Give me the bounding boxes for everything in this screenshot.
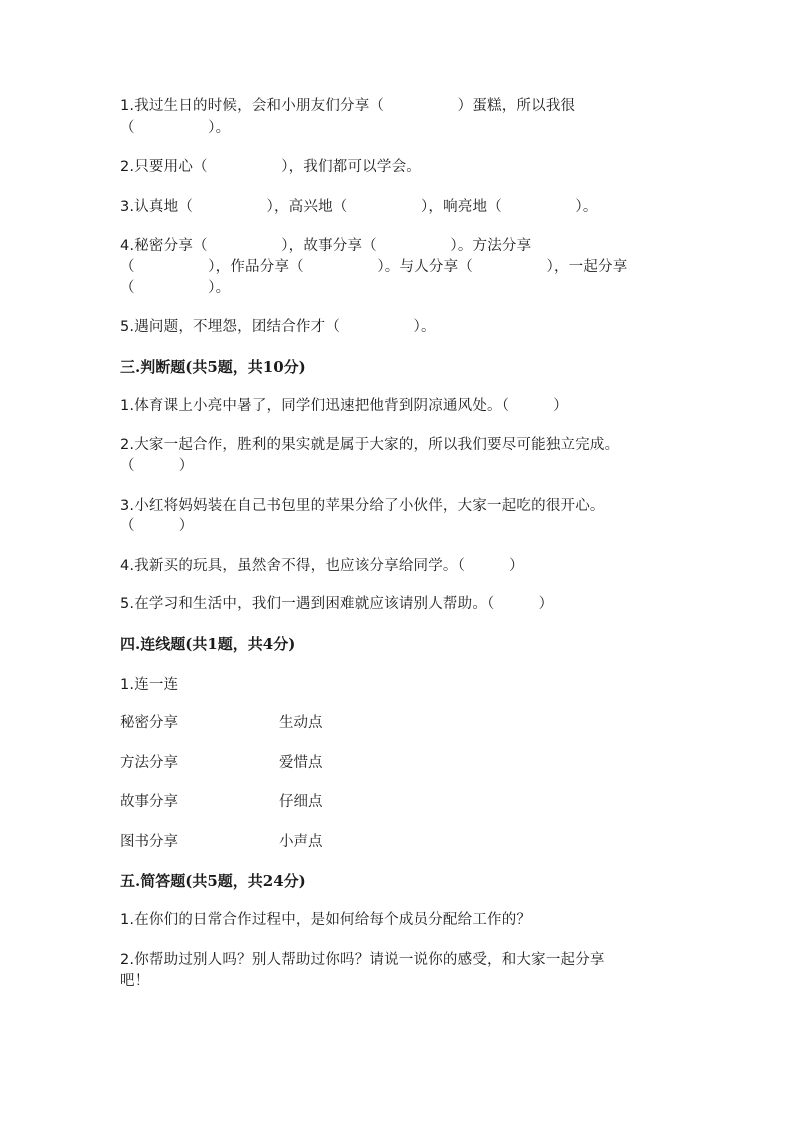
fill-q4-line3: （ ）。 xyxy=(120,280,231,296)
matching-left-item: 故事分享 xyxy=(120,794,178,810)
matching-left-item: 图书分享 xyxy=(120,834,178,850)
judge-q4: 4.我新买的玩具，虽然舍不得，也应该分享给同学。（ ） xyxy=(120,558,524,574)
judge-q2-line2: （ ） xyxy=(120,458,194,474)
short-answer-heading: 五.简答题(共5题，共24分) xyxy=(120,872,306,890)
judge-q3-line1: 3.小红将妈妈装在自己书包里的苹果分给了小伙伴，大家一起吃的很开心。 xyxy=(120,498,605,514)
fill-q1-line2: （ ）。 xyxy=(120,120,231,136)
judge-q5: 5.在学习和生活中，我们一遇到困难就应该请别人帮助。（ ） xyxy=(120,596,554,612)
judge-q2-line1: 2.大家一起合作，胜利的果实就是属于大家的，所以我们要尽可能独立完成。 xyxy=(120,437,620,453)
matching-right-item: 仔细点 xyxy=(279,794,323,810)
judge-q3-line2: （ ） xyxy=(120,518,194,534)
fill-q4-line2: （ ），作品分享（ ）。与人分享（ ），一起分享 xyxy=(120,259,628,275)
judge-heading: 三.判断题(共5题，共10分) xyxy=(120,358,306,376)
fill-q1-line1: 1.我过生日的时候，会和小朋友们分享（ ）蛋糕，所以我很 xyxy=(120,98,576,114)
matching-left-item: 秘密分享 xyxy=(120,715,178,731)
fill-q5: 5.遇问题，不埋怨，团结合作才（ ）。 xyxy=(120,319,436,335)
matching-q1: 1.连一连 xyxy=(120,677,179,693)
fill-q3: 3.认真地（ ），高兴地（ ），响亮地（ ）。 xyxy=(120,199,598,215)
matching-right-item: 生动点 xyxy=(279,715,323,731)
matching-left-item: 方法分享 xyxy=(120,755,178,771)
judge-q1: 1.体育课上小亮中暑了，同学们迅速把他背到阴凉通风处。（ ） xyxy=(120,398,568,414)
matching-right-item: 小声点 xyxy=(279,834,323,850)
matching-right-item: 爱惜点 xyxy=(279,755,323,771)
short-answer-q2-line2: 吧！ xyxy=(120,973,150,989)
matching-heading: 四.连线题(共1题，共4分) xyxy=(120,635,296,653)
short-answer-q1: 1.在你们的日常合作过程中，是如何给每个成员分配给工作的？ xyxy=(120,912,532,928)
fill-q2: 2.只要用心（ ），我们都可以学会。 xyxy=(120,159,421,175)
fill-q4-line1: 4.秘密分享（ ），故事分享（ ）。方法分享 xyxy=(120,238,532,254)
short-answer-q2-line1: 2.你帮助过别人吗？别人帮助过你吗？请说一说你的感受，和大家一起分享 xyxy=(120,952,605,968)
